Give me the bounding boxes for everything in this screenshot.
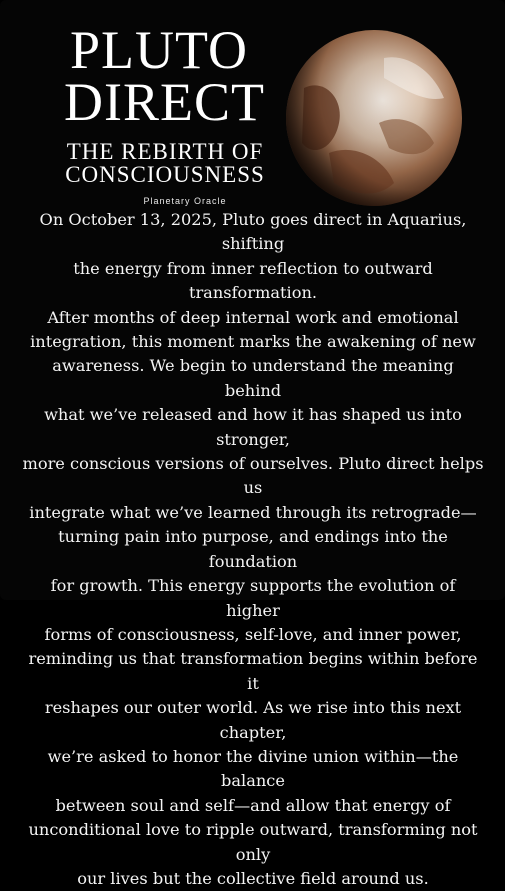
title-line-1: PLUTO [69, 20, 249, 80]
body-line: On October 13, 2025, Pluto goes direct in Aquarius, shifting [39, 210, 467, 254]
body-line: unconditional love to ripple outward, transforming not only [28, 820, 478, 864]
body-line: integrate what we’ve learned through its retrograde— [29, 502, 477, 522]
body-paragraph [22, 208, 484, 891]
body-line: integration, this moment marks the awakening of new [30, 332, 476, 352]
body-line: reminding us that transformation begins within before it [28, 649, 478, 693]
subtitle-line-1: THE REBIRTH OF [66, 139, 264, 164]
body-line: reshapes our outer world. As we rise into this next chapter, [44, 698, 462, 742]
body-line: we’re asked to honor the divine union within—the balance [47, 746, 459, 791]
subtitle [50, 140, 280, 186]
body-line: between soul and self—and allow that energy of [55, 795, 451, 815]
page-title [64, 20, 265, 132]
body-line: what we’ve released and how it has shaped us into stronger, [44, 405, 462, 449]
body-line: for growth. This energy supports the evolution of higher [50, 576, 456, 620]
body-line: awareness. We begin to understand the meaning behind [52, 356, 454, 400]
brand-label: Planetary Oracle [143, 196, 227, 206]
pluto-planet-image [284, 28, 464, 208]
body-line: turning pain into purpose, and endings into the foundation [58, 527, 448, 571]
subtitle-line-2: CONSCIOUSNESS [65, 162, 265, 187]
body-line: After months of deep internal work and emotional [47, 307, 459, 327]
body-line: forms of consciousness, self-love, and inner power, [44, 624, 462, 644]
body-line: our lives but the collective field around us. [77, 868, 429, 888]
body-line: the energy from inner reflection to outward transformation. [73, 258, 433, 303]
body-line: more conscious versions of ourselves. Pluto direct helps us [22, 454, 484, 498]
title-line-2: DIRECT [64, 72, 265, 132]
planet-icon [284, 28, 464, 208]
